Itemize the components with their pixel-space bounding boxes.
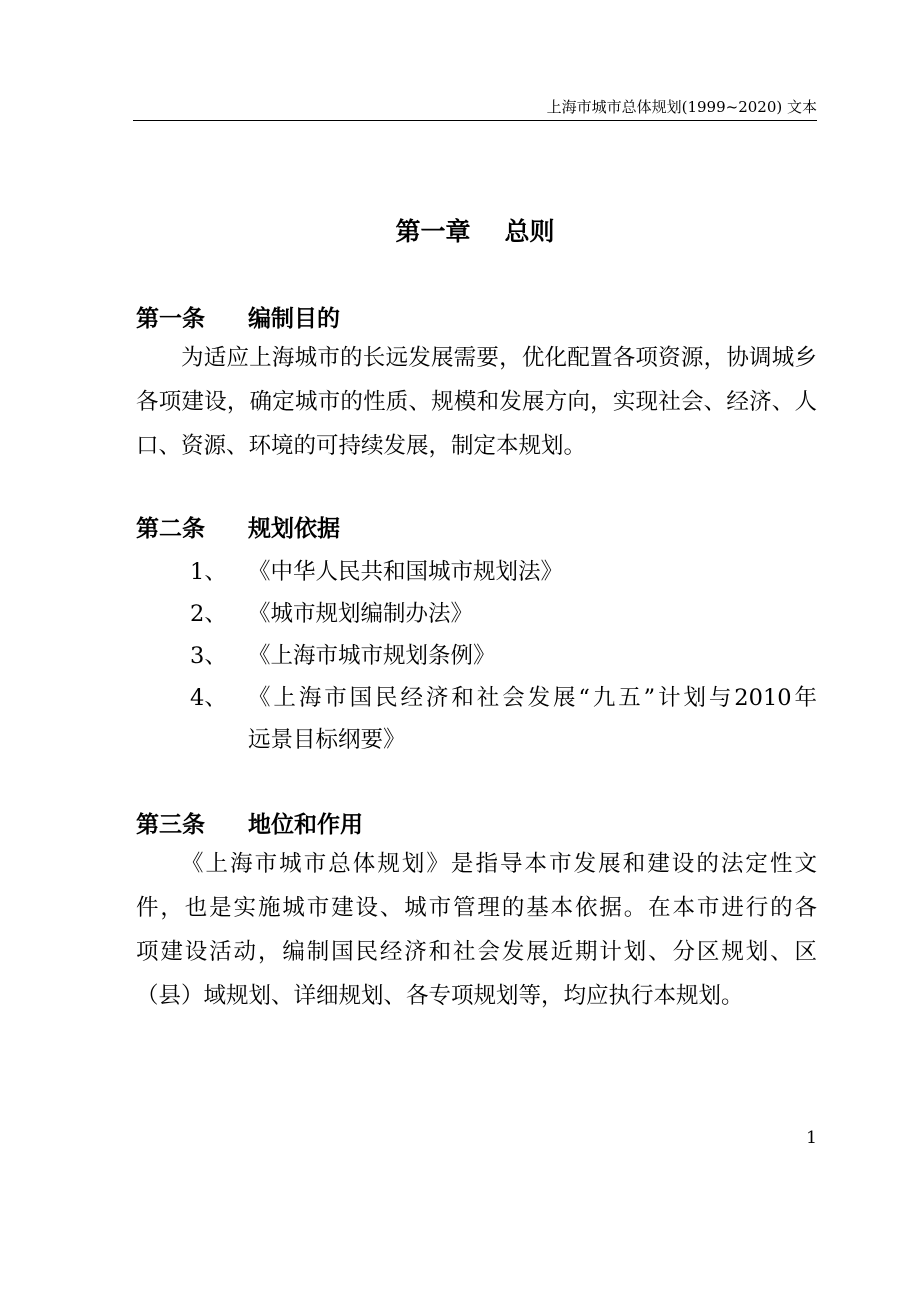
running-header: 上海市城市总体规划(1999~2020) 文本	[546, 98, 817, 116]
item-index: 4、	[190, 685, 227, 711]
article-1-number: 第一条	[136, 306, 205, 332]
paragraph-line: 件，也是实施城市建设、城市管理的基本依据。在本市进行的各	[136, 895, 817, 921]
item-index: 3、	[190, 643, 227, 669]
reference-item-2	[190, 599, 473, 629]
chapter-number: 第一章	[395, 217, 471, 246]
item-index: 2、	[190, 601, 227, 627]
article-3-paragraph	[136, 842, 817, 1018]
item-text: 《中华人民共和国城市规划法》	[248, 559, 564, 585]
item-text: 《上海市城市规划条例》	[248, 643, 496, 669]
article-2-title: 规划依据	[248, 516, 340, 542]
paragraph-line: 各项建设，确定城市的性质、规模和发展方向，实现社会、经济、人	[136, 389, 817, 415]
item-text: 《城市规划编制办法》	[248, 601, 474, 627]
chapter-title	[133, 212, 817, 252]
paragraph-line: 口、资源、环境的可持续发展，制定本规划。	[136, 433, 587, 459]
header-rule	[133, 120, 817, 121]
article-3-title: 地位和作用	[248, 812, 363, 838]
article-1-heading	[136, 302, 340, 336]
article-2-number: 第二条	[136, 516, 205, 542]
reference-item-1	[190, 557, 563, 587]
item-text: 《上海市国民经济和社会发展“九五”计划与2010年	[248, 685, 817, 711]
article-1-paragraph	[136, 336, 817, 468]
page-number: 1	[806, 1128, 817, 1148]
paragraph-line: 为适应上海城市的长远发展需要，优化配置各项资源，协调城乡	[181, 345, 817, 371]
reference-item-4	[190, 683, 817, 713]
article-3-number: 第三条	[136, 812, 205, 838]
article-2-heading	[136, 512, 340, 546]
reference-item-4-continuation: 远景目标纲要》	[248, 727, 406, 753]
chapter-name: 总则	[504, 217, 555, 246]
reference-item-3	[190, 641, 496, 671]
item-index: 1、	[190, 559, 227, 585]
paragraph-line: （县）域规划、详细规划、各专项规划等，均应执行本规划。	[136, 983, 744, 1009]
paragraph-line: 《上海市城市总体规划》是指导本市发展和建设的法定性文	[181, 851, 817, 877]
paragraph-line: 项建设活动，编制国民经济和社会发展近期计划、分区规划、区	[136, 939, 817, 965]
article-1-title: 编制目的	[248, 306, 340, 332]
article-3-heading	[136, 808, 363, 842]
